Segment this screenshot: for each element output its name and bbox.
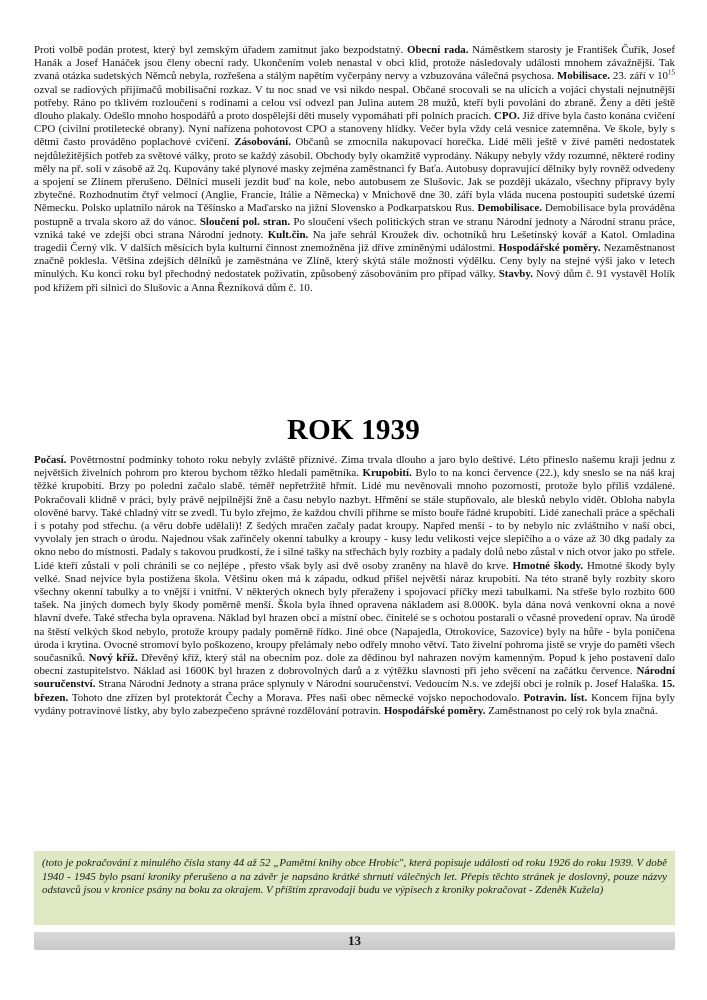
section-heading-cpo: CPO.: [494, 110, 520, 123]
section-heading-obecni-rada: Obecní rada.: [406, 44, 469, 56]
text-run: Občanů se zmocnila nakupovací horečka. Lidé měli ještě v živé paměti nedostatek nejdůležitějších potřeb za světové války, proto se každý zásobil. Obchody byly okamžitě vyprodány. Nákupy nebyly vždy rozumné, některé rodiny měly na př. soli v zásobě až 2q. Kupovány také plynové masky zejména zaměstnanci fy Baťa. Autobusy dopravující dělníky byly rovněž odvedeny a spojení se Zlínem přerušeno. Dělníci museli jezdit buď na kole, nebo autobusem ze Slušovic. Jak se později ukázalo, všechny přípravy byly zbytečné. Rozhodnutím čtyř velmocí (Anglie, Francie, Itálie a Německa) v Mnichově dne 30. září byla vláda nucena postoupiti sudetské území Německu. Polsko uplatnilo nárok na Těšínsko a Maďarsko na jižní Slovensko a Podkarpatskou Rus.: [34, 136, 675, 215]
section-heading-potravin-list: Potravin. líst.: [523, 691, 588, 704]
section-heading-stavby: Stavby.: [498, 268, 533, 281]
text-run: Již dříve byla často konána cvičení CPO (civilní protiletecké obrany). Nyní nařízena pohotovost CPO a stanoveny hlídky. Večer byla vždy celá vesnice zatemněna. Ve škole, byly s dětmi často prováděno poplachové cvičení.: [34, 110, 675, 149]
text-run: Na jaře sehrál Kroužek div. ochotníků hru Lešetínský kovář a Katol. Omladina tragedii Černý vlk. V dalších měsících byla kulturní činnost znemožněna již dříve zmíněnými událostmi.: [34, 228, 675, 255]
text-run: Hmotné škody byly velké. Snad nejvíce byla postižena škola. Většinu oken má k západu, odkud přišel největší náraz krupobití. Na této straně byly rozbity skoro všechny okenní tabulky a to vnější i vnitřní. V některých oknech byly přeraženy i spojovací příčky mezi tabulkami. Na střeše bylo rozbito 600 tašek. Na jiných domech byly škody poměrně menší. Škola byla ihned opravena nákladem asi 8.000K. byla dána nová venkovní okna a nové hlavní dveře. Také střecha byla opravena. Náklad byl hrazen obcí a místní obec. činitelé se s ochotou postarali o včasné provedení oprav. Na úrodě na štěstí velkých škod nebylo, protože kroupy padaly poměrně řídko. Jiné obce (Napajedla, Otrokovice, Sazovice) byly na hůře - byla poničena úroda i krytina. Ovocné stromoví bylo poškozeno, kroupy přelámaly nebo odřely mnoho větví. Tato živelní pohroma jistě se vryje do paměti všech současníků.: [34, 559, 676, 665]
text-run: Zaměstnanost po celý rok byla značná.: [485, 704, 658, 717]
section-heading-hmotne-skody: Hmotné škody.: [512, 559, 584, 572]
section-heading-hospodarske-pomery: Hospodářské poměry.: [498, 242, 601, 255]
section-heading-pocasi: Počasí.: [34, 454, 67, 466]
section-heading-hospodarske-pomery-1939: Hospodářské poměry.: [383, 704, 486, 717]
section-heading-slouceni-stran: Sloučení pol. stran.: [199, 215, 291, 228]
text-run: Nový dům č. 91 vystavěl Holík pod křížem při silnici do Slušovic a Anna Řezníková dům č. 10.: [34, 268, 675, 294]
page-number: 13: [348, 933, 361, 948]
text-run: ozval se radiových přijímačů mobilisační rozkaz. V tu noc snad ve vsi nikdo nespal. Občané srocovali se na ulicích a vojáci chystali nejnutnější potřeby. Ráno po tklivém rozloučení s rodinami a celou vsí odvezl pan Julina autem 28 mužů, kteří byli povoláni do zbraně. Ženy a děti ještě dlouho plakaly. Odešlo mnoho hospodářů a proto dospělejší děti musely vypomáhati při polních pracích.: [34, 83, 675, 123]
text-run: Demobilisace byla prováděna postupně a trvala skoro až do vánoc.: [34, 202, 675, 228]
text-run: Dřevěný kříž, který stál na obecním poz. dole za dědinou byl nahrazen novým kamenným. Popud k jeho postavení dalo obecní zastupitelstvo. Náklad asi 1600K byl hrazen z dobrovolných darů a z výtěžku slavnosti při jeho svěcení na začátku července.: [34, 652, 675, 678]
text-run: Proti volbě podán protest, který byl zemským úřadem zamítnut jako bezpodstatný.: [34, 44, 407, 56]
section-heading-kult-cin: Kult.čin.: [267, 228, 309, 241]
text-run: Povětrnostní podmínky tohoto roku nebyly zvláště příznivé. Zima trvala dlouho a jaro bylo deštivé. Léto přineslo našemu kraji jednu z největších živelních pohrom pro kterou bychom těžko hledali pamětníka.: [34, 454, 675, 480]
text-run: Strana Národní Jednoty a strana práce splynuly v Národní souručenství. Vedoucím N.s. ve zdejší obci je rolník p. Josef Halaška.: [95, 678, 662, 691]
section-heading-narodni-sourucenstvi: Národní souručenství.: [34, 665, 675, 691]
section-heading-zasobovani: Zásobování.: [234, 136, 291, 149]
year-heading: ROK 1939: [287, 414, 420, 446]
text-run: Tohoto dne zřízen byl protektorát Čechy a Morava. Přes naši obec německé vojsko nepochodovalo.: [68, 691, 524, 704]
section-heading-15-brezen: 15. březen.: [34, 678, 675, 704]
text-run: Po sloučení všech politických stran ve stranu Národní jednoty a Národní stranu práce, vzniká také ve zdejší obci strana Národní jednoty.: [34, 215, 675, 241]
text-run: Nezaměstnanost značně poklesla. Většina zdejších dělníků je zaměstnána ve Zlíně, který skýtá stále možnosti výdělku. Ceny byly na stejné výši jako v letech minulých. Ku konci roku byl přechodný nedostatek poživatin, způsobený zásobováním pro případ války.: [34, 242, 675, 281]
page-footer-bar: [34, 932, 675, 950]
section-heading-mobilisace: Mobilisace.: [557, 70, 610, 83]
text-run: 23. září v 10: [609, 70, 668, 83]
section-heading-novy-kriz: Nový kříž.: [88, 652, 138, 665]
chronicle-paragraph-1939: [34, 454, 675, 718]
editor-note-box: (toto je pokračování z minulého čísla stany 44 až 52 „Pamětní knihy obce Hrobic", která popisuje události od roku 1926 do roku 1939. V době 1940 - 1945 bylo psaní kroniky přerušeno a na závěr je napsáno krátké shrnutí válečných let. Přepis těchto stránek je doslovný, pouze názvy odstavců jsou v kronice psány na boku za okrajem. V příštím zpravodaji budu ve výpisech z kroniky pokračovat - Zdeněk Kužela): [34, 851, 675, 925]
section-heading-krupobiti: Krupobití.: [362, 467, 412, 480]
section-heading-demobilisace: Demobilisace.: [477, 202, 542, 215]
time-superscript: 15: [668, 68, 675, 77]
chronicle-paragraph-1938: [34, 44, 675, 295]
text-run: Náměstkem starosty je František Čuřík, Josef Hanák a Josef Hanáček jsou členy obecní rady. Ukončením voleb nenastal v obci klid, protože následovaly události mnohem závažnější. Tak zvaná otázka sudetských Němců nebyla, rozřešena a stálým napětím vyčerpány nervy a vzbuzována válečná psychosa.: [34, 44, 675, 83]
text-run: Koncem října byly vydány potravinové lístky, aby bylo zabezpečeno správné rozdělování potravin.: [34, 691, 676, 717]
text-run: Bylo to na konci července (22.), kdy sneslo se na náš kraj těžké krupobití. Brzy po poledni začalo slabě. téměř nepřetržitě hřmít. Lidé mu nevěnovali mnoho pozornosti, protože bylo příliš vzdálené. Pokračovali klidně v práci, byly právě nejpilnější žně a času nebylo nazbyt. Hřmění se stále stupňovalo, ale blesků nebylo vidět. Obloha nabyla olověné barvy. Také chladný vítr se zvedl. Tu bylo zřejmo, že každou chvíli přihrne se místo bouře řádné krupobití. Lidé zanechali práce a spěchali i s potahy pod střechu. (a věru dobře udělali)! Z šedých mračen začaly padat kroupy. Napřed menší - to by nebylo nic zvláštního v naší obci, vyvolaly jen strach o úrodu. Najednou však zařinčely okenní tabulky a kroupy - kusy ledu velikosti vejce slepičího a o váze až 30 dkg padaly za okno nebo do místnosti. Padaly s takovou prudkostí, že i silné tašky na střechách byly rozbity a padaly dolů nebo zůstal v nich otvor jako po střele. Lidé kteří zůstali v poli chránili se co nejlépe , přesto však byly asi dvě osoby zraněny na hlavě do krve.: [34, 467, 675, 572]
